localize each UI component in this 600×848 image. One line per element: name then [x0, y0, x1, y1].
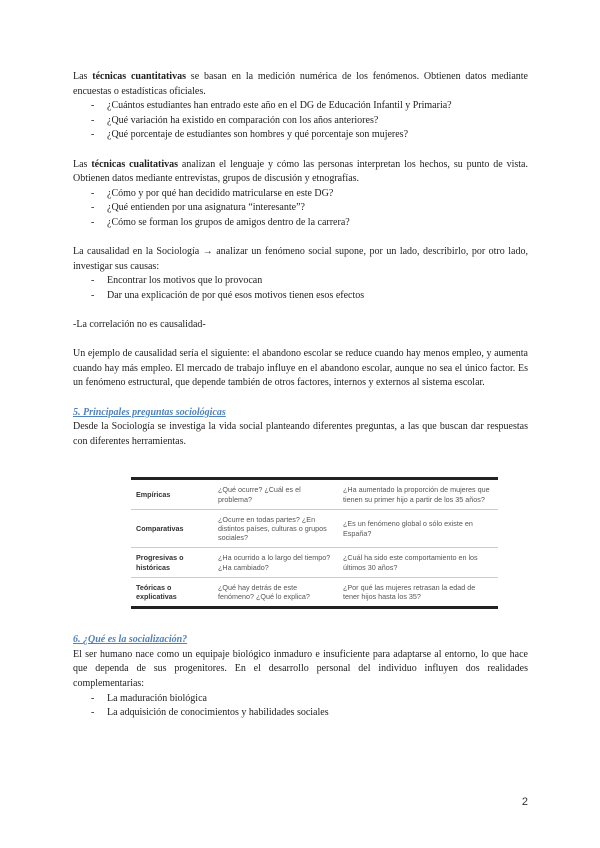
list-item: - ¿Cómo se forman los grupos de amigos dentro de la carrera? [91, 216, 528, 231]
section-6-heading: 6. ¿Qué es la socialización? [73, 634, 188, 646]
table-cell: ¿Ocurre en todas partes? ¿En distintos países, culturas o grupos sociales? [213, 509, 338, 548]
list-item: - ¿Cómo y por qué han decidido matricularse en este DG? [91, 187, 528, 202]
table-row [131, 509, 498, 548]
correlation-note: -La correlación no es causalidad- [73, 319, 206, 331]
causality-paragraph: La causalidad en la Sociología → analizar un fenómeno social supone, por un lado, describirlo, por otro lado, investigar sus causas: [73, 246, 528, 272]
table-cell: ¿Es un fenómeno global o sólo existe en España? [338, 509, 498, 548]
list-item: - ¿Qué variación ha existido en comparación con los años anteriores? [91, 114, 528, 129]
list-item: - ¿Qué entienden por una asignatura “interesante”? [91, 201, 528, 216]
table-row [131, 479, 498, 509]
example-paragraph: Un ejemplo de causalidad sería el siguiente: el abandono escolar se reduce cuando hay menos empleo, y aumenta cuando hay más empleo. El mercado de trabajo influye en el abandono escolar, aunque no sea el único factor. Es un fenómeno estructural, que depende también de otros factores, internos y externos al sistema escolar. [73, 348, 528, 389]
bold-term: técnicas cuantitativas [92, 71, 186, 82]
list-item: - ¿Qué porcentaje de estudiantes son hombres y qué porcentaje son mujeres? [91, 128, 528, 143]
page-number: 2 [521, 796, 528, 808]
qualitative-list [73, 187, 528, 231]
list-item: - Dar una explicación de por qué esos motivos tienen esos efectos [91, 289, 528, 304]
table-cell: ¿Ha aumentado la proporción de mujeres que tienen su primer hijo a partir de los 35 años? [338, 479, 498, 509]
table-cell: Teóricas o explicativas [131, 577, 213, 607]
table-cell: Progresivas o históricas [131, 548, 213, 577]
section-5-heading: 5. Principales preguntas sociológicas [73, 406, 226, 418]
list-item: - La adquisición de conocimientos y habilidades sociales [91, 706, 528, 721]
table-row [131, 577, 498, 607]
document-body [73, 70, 528, 721]
table-cell: ¿Qué ocurre? ¿Cuál es el problema? [213, 479, 338, 509]
qualitative-paragraph: Las técnicas cualitativas analizan el lenguaje y cómo las personas interpretan los hechos, su punto de vista. Obtienen datos mediante entrevistas, grupos de discusión y etnografías. [73, 158, 528, 185]
list-item: - Encontrar los motivos que lo provocan [91, 274, 528, 289]
section-5-text: Desde la Sociología se investiga la vida social planteando diferentes preguntas, a las que buscan dar respuestas con diferentes herramientas. [73, 421, 528, 447]
table-cell: ¿Cuál ha sido este comportamiento en los últimos 30 años? [338, 548, 498, 577]
causality-list [73, 274, 528, 303]
section-6-text: El ser humano nace como un equipaje biológico inmaduro e insuficiente para adaptarse al entorno, lo que hace que dependa de sus progenitores. En el desarrollo personal del individuo influyen dos realidades complementarias: [73, 648, 528, 690]
bold-term: técnicas cualitativas [91, 158, 179, 170]
table-cell: Empíricas [131, 479, 213, 509]
socialization-list [73, 692, 528, 721]
table-cell: Comparativas [131, 509, 213, 548]
table-cell: ¿Ha ocurrido a lo largo del tiempo? ¿Ha cambiado? [213, 548, 338, 577]
table-cell: ¿Por qué las mujeres retrasan la edad de tener hijos hasta los 35? [338, 577, 498, 607]
list-item: - La maduración biológica [91, 692, 528, 707]
quantitative-paragraph: Las técnicas cuantitativas se basan en la medición numérica de los fenómenos. Obtienen datos mediante encuestas o estadísticas oficiales. [73, 71, 528, 97]
questions-table [131, 477, 498, 609]
table-row [131, 548, 498, 577]
table-cell: ¿Qué hay detrás de este fenómeno? ¿Qué lo explica? [213, 577, 338, 607]
list-item: - ¿Cuántos estudiantes han entrado este año en el DG de Educación Infantil y Primaria? [91, 99, 528, 114]
quantitative-list [73, 99, 528, 143]
